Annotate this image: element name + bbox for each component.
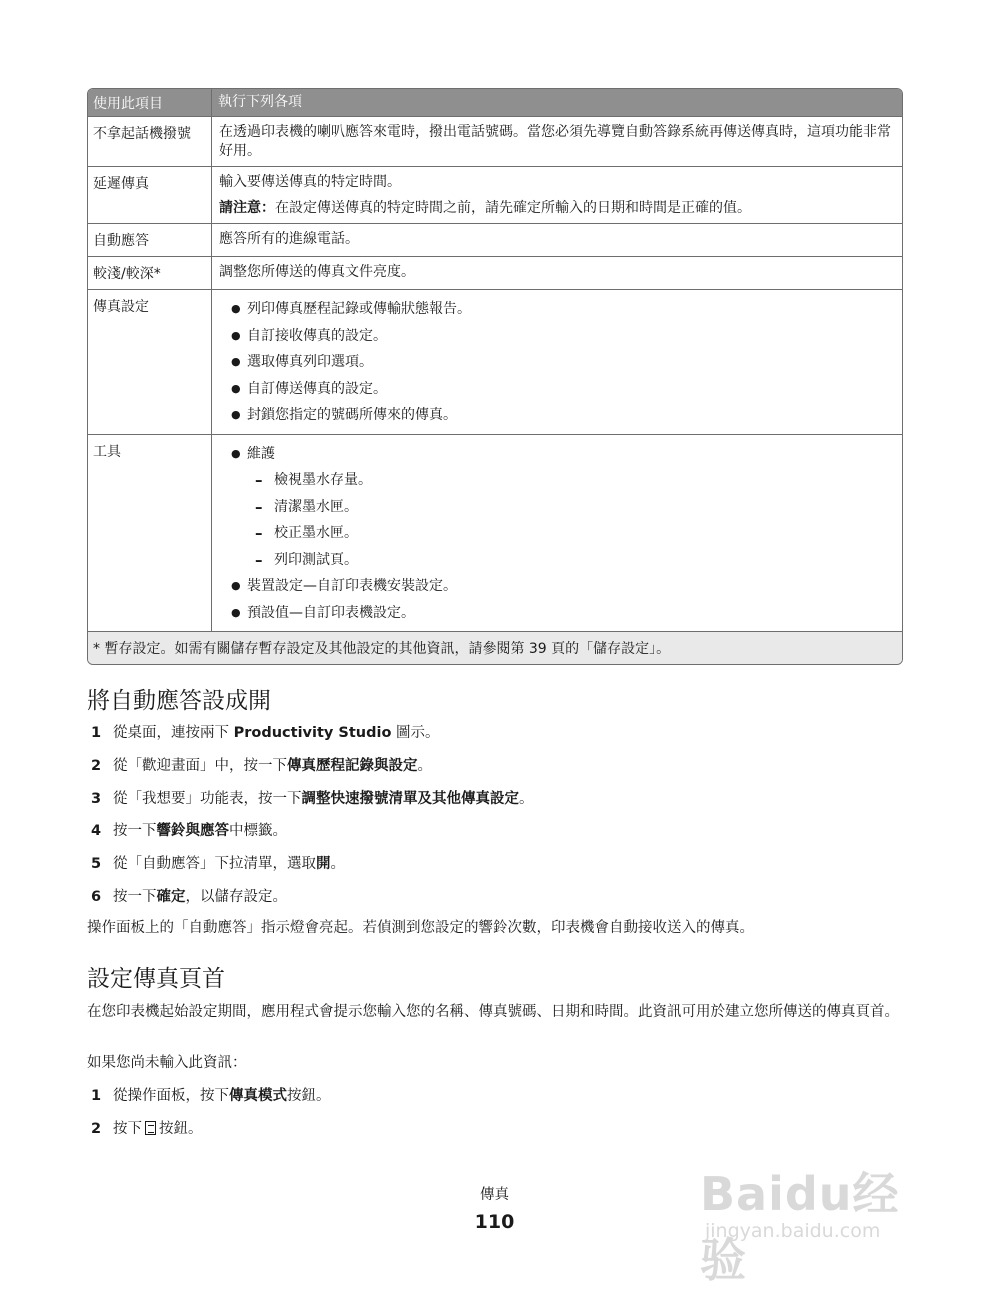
step-number: 1 (91, 1088, 102, 1104)
menu-button-icon (145, 1121, 156, 1135)
settings-table (87, 88, 903, 665)
step-number: 4 (91, 823, 102, 839)
section-title-fax-header: 設定傳真頁首 (87, 966, 225, 992)
table-header-row (88, 89, 902, 116)
step-number: 2 (91, 1121, 102, 1137)
step-number: 6 (91, 889, 102, 905)
step-bold: 響鈴與應答 (156, 823, 229, 839)
row-item: 自動應答 (88, 224, 212, 256)
step-item (91, 820, 287, 842)
step-bold: 調整快速撥號清單及其他傳真設定 (301, 791, 519, 807)
step-text: 按一下 (113, 889, 157, 905)
step-text: 從「歡迎畫面」中，按一下 (113, 758, 287, 774)
table-row (88, 256, 902, 289)
row-item: 較淺/較深* (88, 257, 212, 289)
result-paragraph: 操作面板上的「自動應答」指示燈會亮起。若偵測到您設定的響鈴次數，印表機會自動接收送入的傳真。 (87, 920, 754, 936)
step-item (91, 755, 432, 777)
step-item (91, 853, 345, 875)
row-cell (212, 290, 902, 434)
step-number: 2 (91, 758, 102, 774)
footer-section-label: 傳真 (480, 1187, 509, 1203)
step-bold: 開 (316, 856, 331, 872)
list-item: ● 封鎖您指定的號碼所傳來的傳真。 (219, 402, 896, 429)
intro-paragraph: 在您印表機起始設定期間，應用程式會提示您輸入您的名稱、傳真號碼、日期和時間。此資訊可用於建立您所傳送的傳真頁首。 (87, 1004, 899, 1020)
bullet-list (219, 296, 896, 429)
list-item: ● 維護 (219, 441, 896, 468)
row-item: 不拿起話機撥號 (88, 117, 212, 166)
table-row (88, 289, 902, 434)
row-item: 工具 (88, 435, 212, 632)
baidu-watermark (700, 1140, 940, 1287)
sub-list-item: – 校正墨水匣。 (219, 520, 896, 547)
step-text: 從「自動應答」下拉清單，選取 (113, 856, 316, 872)
step-item (91, 886, 287, 908)
step-text: 圖示。 (391, 725, 440, 741)
step-item (91, 1085, 331, 1107)
step-text: 。 (417, 758, 432, 774)
step-text: 。 (330, 856, 345, 872)
table-row (88, 223, 902, 256)
step-text: 從操作面板，按下 (113, 1088, 229, 1104)
step-text: 按下 (113, 1121, 142, 1137)
row-text: 輸入要傳送傳真的特定時間。 (219, 174, 401, 190)
note-label: 請注意： (219, 200, 275, 216)
step-text: 中標籤。 (229, 823, 287, 839)
step-text: 。 (519, 791, 534, 807)
list-item: ● 自訂接收傳真的設定。 (219, 323, 896, 350)
row-text: 在透過印表機的喇叭應答來電時，撥出電話號碼。當您必須先導覽自動答錄系統再傳送傳真時，這項功能非常好用。 (219, 124, 891, 159)
step-bold: 傳真模式 (229, 1088, 287, 1104)
watermark-brand: Baidu经验 (700, 1167, 900, 1287)
list-item: ● 自訂傳送傳真的設定。 (219, 376, 896, 403)
list-item: ● 選取傳真列印選項。 (219, 349, 896, 376)
page-number: 110 (474, 1211, 515, 1233)
step-text: 從「我想要」功能表，按一下 (113, 791, 302, 807)
step-item (91, 788, 534, 810)
table-footnote: * 暫存設定。如需有關儲存暫存設定及其他設定的其他資訊，請參閱第 39 頁的「儲存設定」。 (88, 631, 902, 664)
step-text: 按鈕。 (287, 1088, 331, 1104)
sub-list-item: – 列印測試頁。 (219, 547, 896, 574)
note-text: 在設定傳送傳真的特定時間之前，請先確定所輸入的日期和時間是正確的值。 (275, 200, 751, 216)
row-cell (212, 435, 902, 632)
list-item: ● 裝置設定—自訂印表機安裝設定。 (219, 573, 896, 600)
sub-list-item: – 清潔墨水匣。 (219, 494, 896, 521)
list-item: ● 預設值—自訂印表機設定。 (219, 600, 896, 627)
step-number: 3 (91, 791, 102, 807)
step-bold: Productivity Studio (233, 725, 392, 741)
step-text: 按鈕。 (159, 1121, 203, 1137)
step-bold: 傳真歷程記錄與設定 (287, 758, 418, 774)
row-item: 傳真設定 (88, 290, 212, 434)
bullet-list (219, 441, 896, 627)
row-cell (212, 167, 902, 223)
table-row (88, 116, 902, 166)
sub-list-item: – 檢視墨水存量。 (219, 467, 896, 494)
list-item: ● 列印傳真歷程記錄或傳輸狀態報告。 (219, 296, 896, 323)
watermark-url: jingyan.baidu.com (705, 1220, 881, 1242)
row-text: 應答所有的進線電話。 (219, 231, 359, 247)
step-text: ，以儲存設定。 (185, 889, 287, 905)
step-text: 按一下 (113, 823, 157, 839)
table-row (88, 166, 902, 223)
table-row (88, 434, 902, 632)
step-text: 從桌面，連按兩下 (113, 725, 234, 741)
step-number: 5 (91, 856, 102, 872)
row-note (219, 199, 896, 218)
step-bold: 確定 (156, 889, 186, 905)
header-item: 使用此項目 (88, 89, 212, 116)
header-action: 執行下列各項 (218, 94, 302, 110)
step-number: 1 (91, 725, 102, 741)
row-text: 調整您所傳送的傳真文件亮度。 (219, 264, 415, 280)
step-item (91, 722, 440, 744)
if-not-paragraph: 如果您尚未輸入此資訊： (87, 1055, 247, 1071)
section-title-auto-answer: 將自動應答設成開 (87, 688, 271, 714)
row-item: 延遲傳真 (88, 167, 212, 223)
step-item (91, 1118, 203, 1140)
